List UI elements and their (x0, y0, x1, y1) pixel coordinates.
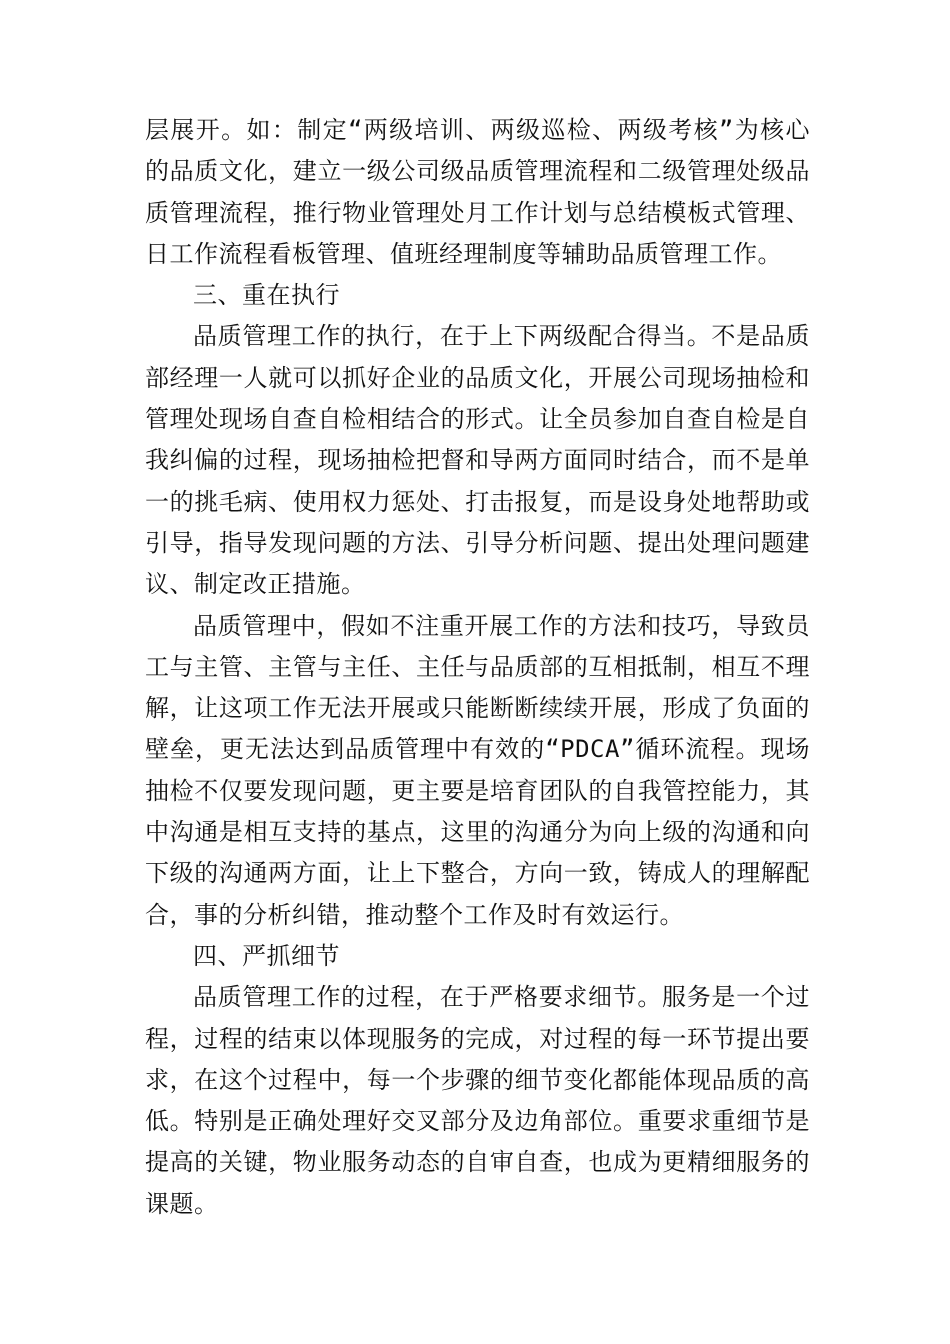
document-body (145, 110, 810, 1225)
paragraph-continuation: 层展开。如：制定“两级培训、两级巡检、两级考核”为核心的品质文化，建立一级公司级品质管理流程和二级管理处级品质管理流程，推行物业管理处月工作计划与总结模板式管理、日工作流程看板管理、值班经理制度等辅助品质管理工作。 (145, 116, 810, 268)
section-heading-execution: 三、重在执行 (193, 281, 340, 310)
paragraph-details-1: 品质管理工作的过程，在于严格要求细节。服务是一个过程，过程的结束以体现服务的完成，对过程的每一环节提出要求，在这个过程中，每一个步骤的细节变化都能体现品质的高低。特别是正确处理好交叉部分及边角部位。重要求重细节是提高的关键，物业服务动态的自审自查，也成为更精细服务的课题。 (145, 983, 810, 1218)
paragraph-execution-2: 品质管理中，假如不注重开展工作的方法和技巧，导致员工与主管、主管与主任、主任与品质部的互相抵制，相互不理解，让这项工作无法开展或只能断断续续开展，形成了负面的壁垒，更无法达到品质管理中有效的“PDCA”循环流程。现场抽检不仅要发现问题，更主要是培育团队的自我管控能力，其中沟通是相互支持的基点，这里的沟通分为向上级的沟通和向下级的沟通两方面，让上下整合，方向一致，铸成人的理解配合，事的分析纠错，推动整个工作及时有效运行。 (145, 611, 810, 929)
section-heading-details: 四、严抓细节 (193, 941, 340, 970)
paragraph-execution-1: 品质管理工作的执行，在于上下两级配合得当。不是品质部经理一人就可以抓好企业的品质文化，开展公司现场抽检和管理处现场自查自检相结合的形式。让全员参加自查自检是自我纠偏的过程，现场抽检把督和导两方面同时结合，而不是单一的挑毛病、使用权力惩处、打击报复，而是设身处地帮助或引导，指导发现问题的方法、引导分析问题、提出处理问题建议、制定改正措施。 (145, 322, 810, 599)
